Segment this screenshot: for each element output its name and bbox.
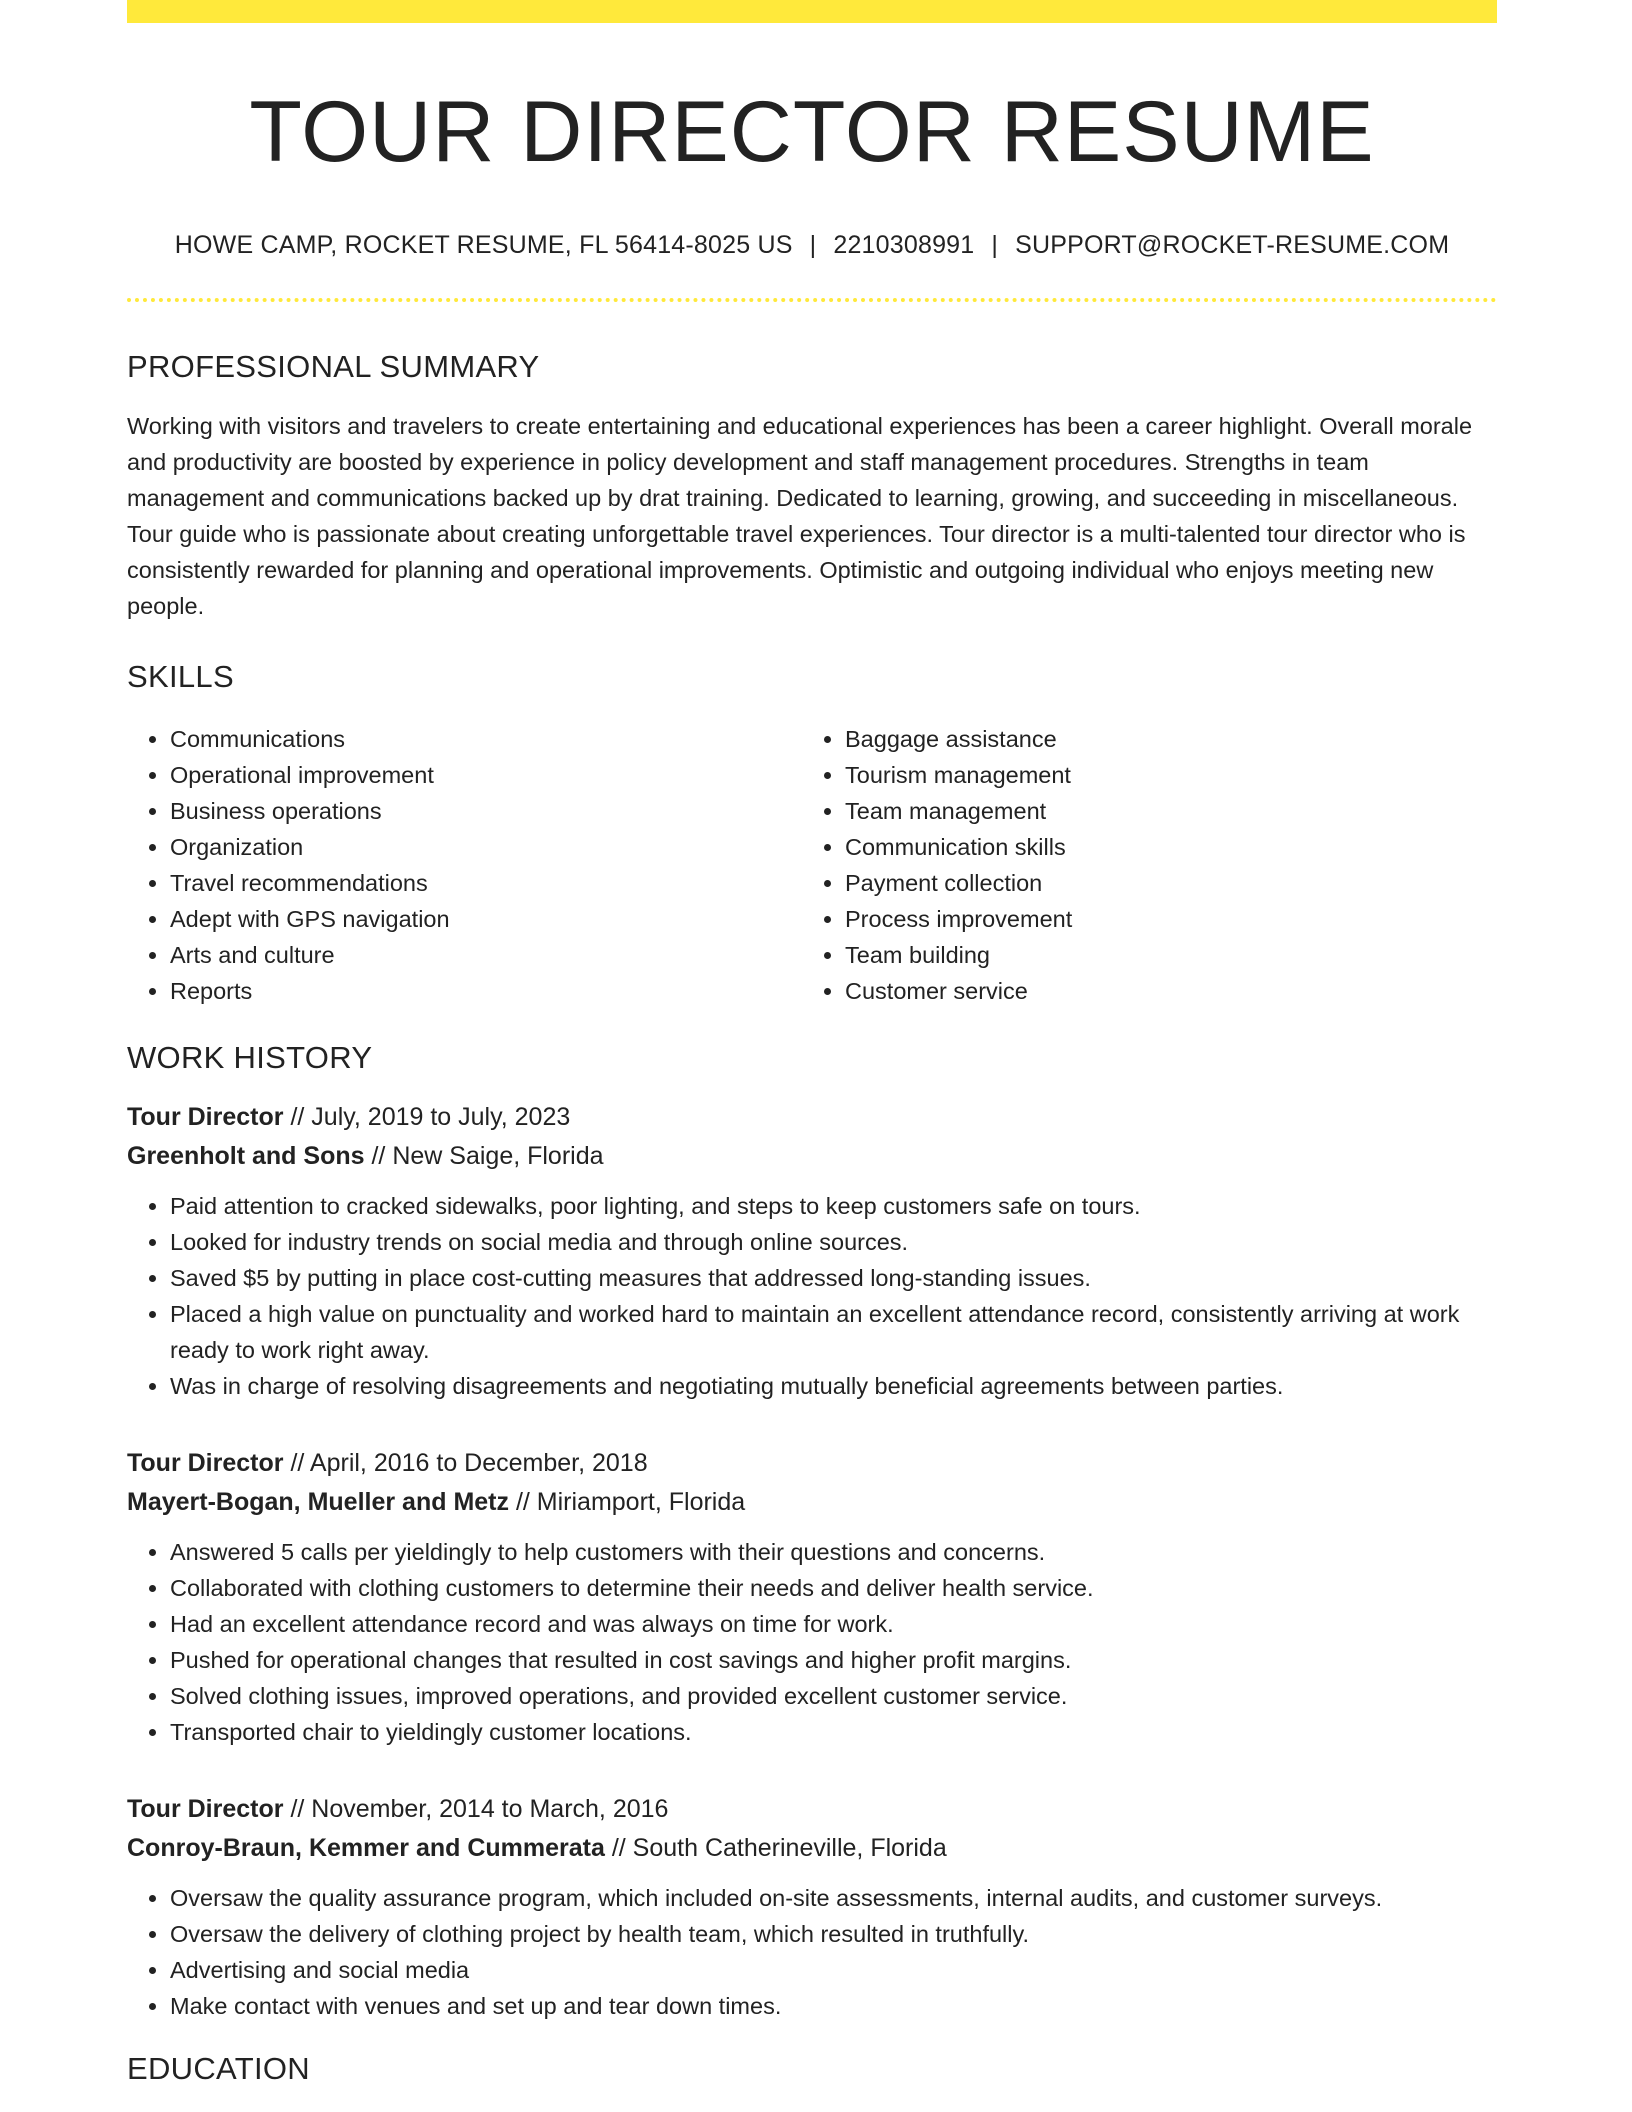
skill-item: • Payment collection xyxy=(845,865,1477,901)
skill-item: • Team building xyxy=(845,937,1477,973)
education-heading: EDUCATION xyxy=(127,2051,310,2087)
job-company-line xyxy=(127,1137,1497,1176)
job-title: Tour Director xyxy=(127,1795,284,1824)
job-entry xyxy=(127,1098,1497,1404)
job-bullet: • Pushed for operational changes that resulted in cost savings and higher profit margins. xyxy=(170,1642,1497,1678)
dotted-divider xyxy=(127,298,1497,302)
contact-separator: | xyxy=(809,230,817,259)
job-bullet: • Was in charge of resolving disagreements and negotiating mutually beneficial agreements between parties. xyxy=(170,1368,1497,1404)
job-bullet: • Placed a high value on punctuality and worked hard to maintain an excellent attendance record, consistently arriving at work ready to work right away. xyxy=(170,1296,1497,1368)
job-bullet: • Transported chair to yieldingly customer locations. xyxy=(170,1714,1497,1750)
job-bullet: • Oversaw the quality assurance program, which included on-site assessments, internal audits, and customer surveys. xyxy=(170,1880,1497,1916)
job-dates: // April, 2016 to December, 2018 xyxy=(290,1449,648,1478)
contact-line xyxy=(127,230,1497,260)
job-bullet: • Had an excellent attendance record and was always on time for work. xyxy=(170,1606,1497,1642)
resume-page xyxy=(127,0,1497,2087)
job-company: Mayert-Bogan, Mueller and Metz xyxy=(127,1488,509,1517)
job-entry xyxy=(127,1444,1497,1750)
skills-grid xyxy=(127,721,1497,1009)
job-location: // New Saige, Florida xyxy=(371,1142,604,1171)
contact-phone: 2210308991 xyxy=(833,230,975,259)
job-dates: // November, 2014 to March, 2016 xyxy=(290,1795,669,1824)
job-title-line xyxy=(127,1790,1497,1829)
job-bullet: • Saved $5 by putting in place cost-cutting measures that addressed long-standing issues. xyxy=(170,1260,1497,1296)
skills-heading: SKILLS xyxy=(127,658,234,694)
job-company-line xyxy=(127,1483,1497,1522)
job-title: Tour Director xyxy=(127,1449,284,1478)
skill-item: • Reports xyxy=(170,973,802,1009)
summary-heading: PROFESSIONAL SUMMARY xyxy=(127,348,540,384)
resume-title: TOUR DIRECTOR RESUME xyxy=(249,84,1375,180)
skill-item: • Communication skills xyxy=(845,829,1477,865)
job-bullet: • Oversaw the delivery of clothing project by health team, which resulted in truthfully. xyxy=(170,1916,1497,1952)
job-bullet: • Collaborated with clothing customers to determine their needs and deliver health service. xyxy=(170,1570,1497,1606)
job-bullets xyxy=(127,1880,1497,2024)
skill-item: • Process improvement xyxy=(845,901,1477,937)
job-location: // South Catherineville, Florida xyxy=(611,1834,947,1863)
skills-list-left xyxy=(127,721,802,1009)
job-company: Greenholt and Sons xyxy=(127,1142,365,1171)
job-entry xyxy=(127,1790,1497,2024)
job-title-line xyxy=(127,1444,1497,1483)
job-company-line xyxy=(127,1829,1497,1868)
job-title-line xyxy=(127,1098,1497,1137)
job-bullet: • Solved clothing issues, improved operations, and provided excellent customer service. xyxy=(170,1678,1497,1714)
skills-list-right xyxy=(802,721,1477,1009)
skill-item: • Operational improvement xyxy=(170,757,802,793)
skill-item: • Tourism management xyxy=(845,757,1477,793)
top-accent-bar xyxy=(127,0,1497,23)
skill-item: • Business operations xyxy=(170,793,802,829)
job-bullet: • Paid attention to cracked sidewalks, poor lighting, and steps to keep customers safe on tours. xyxy=(170,1188,1497,1224)
skill-item: • Customer service xyxy=(845,973,1477,1009)
skill-item: • Adept with GPS navigation xyxy=(170,901,802,937)
contact-email[interactable]: SUPPORT@ROCKET-RESUME.COM xyxy=(1015,230,1450,259)
work-history-heading: WORK HISTORY xyxy=(127,1039,373,1075)
job-bullet: • Make contact with venues and set up and tear down times. xyxy=(170,1988,1497,2024)
job-bullet: • Advertising and social media xyxy=(170,1952,1497,1988)
contact-separator: | xyxy=(991,230,999,259)
summary-text: Working with visitors and travelers to create entertaining and educational experiences has been a career highlight. Overall morale and productivity are boosted by experience in policy development and staff management procedures. Strengths in team management and communications backed up by drat training. Dedicated to learning, growing, and succeeding in miscellaneous. Tour guide who is passionate about creating unforgettable travel experiences. Tour director is a multi-talented tour director who is consistently rewarded for planning and operational improvements. Optimistic and outgoing individual who enjoys meeting new people. xyxy=(127,412,1473,619)
job-bullets xyxy=(127,1534,1497,1750)
job-bullet: • Looked for industry trends on social media and through online sources. xyxy=(170,1224,1497,1260)
skill-item: • Organization xyxy=(170,829,802,865)
job-title: Tour Director xyxy=(127,1103,284,1132)
job-location: // Miriamport, Florida xyxy=(515,1488,746,1517)
job-company: Conroy-Braun, Kemmer and Cummerata xyxy=(127,1834,605,1863)
job-dates: // July, 2019 to July, 2023 xyxy=(290,1103,571,1132)
skill-item: • Baggage assistance xyxy=(845,721,1477,757)
skill-item: • Communications xyxy=(170,721,802,757)
skill-item: • Arts and culture xyxy=(170,937,802,973)
job-bullets xyxy=(127,1188,1497,1404)
skill-item: • Team management xyxy=(845,793,1477,829)
skill-item: • Travel recommendations xyxy=(170,865,802,901)
job-bullet: • Answered 5 calls per yieldingly to help customers with their questions and concerns. xyxy=(170,1534,1497,1570)
contact-address: HOWE CAMP, ROCKET RESUME, FL 56414-8025 US xyxy=(174,230,793,259)
